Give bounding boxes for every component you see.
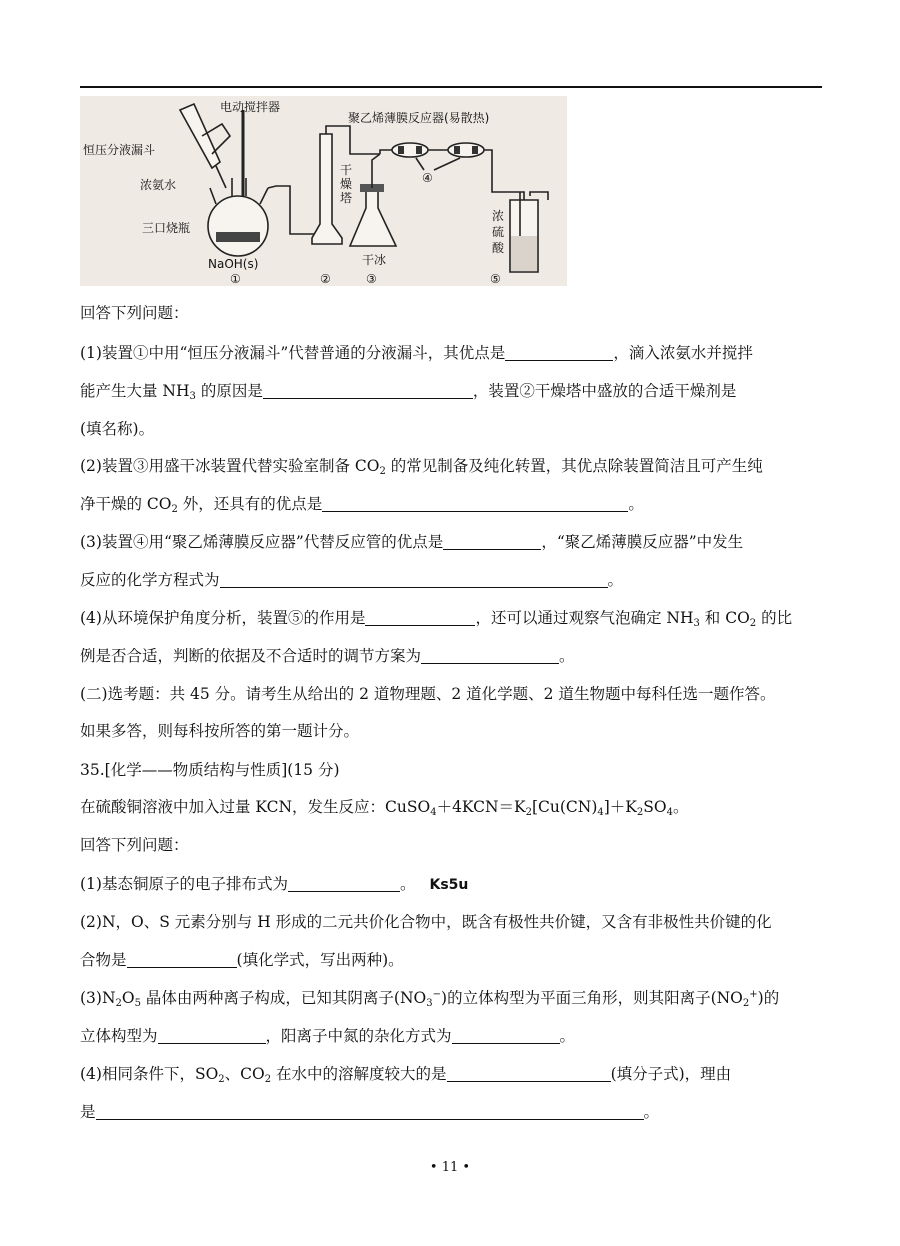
label-acid-1: 浓: [492, 209, 505, 223]
label-dry-ice: 干冰: [362, 253, 387, 267]
question-4-line-1: (4)从环境保护角度分析，装置⑤的作用是 ，还可以通过观察气泡确定 $NH_3$ 和 $CO_2$ 的比: [80, 609, 793, 629]
question-1-line-1: (1)装置①中用“恒压分液漏斗”代替普通的分液漏斗，其优点是 ，滴入浓氨水并搅拌: [80, 344, 753, 362]
part-4-line-1: (4)相同条件下，$SO_2$、$CO_2$ 在水中的溶解度较大的是 (填分子式)，理由: [80, 1065, 732, 1085]
apparatus-diagram: [80, 96, 567, 286]
answer-blank[interactable]: [505, 344, 613, 361]
label-naoh: NaOH(s): [208, 257, 259, 271]
label-n2: ②: [320, 272, 331, 286]
answer-blank[interactable]: [288, 875, 400, 892]
elective-note-line-1: (二)选考题：共 45 分。请考生从给出的 2 道物理题、2 道化学题、2 道生物题中每科任选一题作答。: [80, 685, 776, 703]
answer-blank[interactable]: [421, 647, 559, 664]
part-3-line-1: $(3)N_2O_5$ 晶体由两种离子构成，已知其阴离子$(NO_3^-)$的立体构型为平面三角形，则其阳离子$(NO_2^+)$的: [80, 988, 780, 1009]
answer-blank[interactable]: [447, 1065, 611, 1082]
elective-note-line-2: 如果多答，则每科按所答的第一题计分。: [80, 722, 360, 740]
label-dryer-3: 塔: [340, 191, 353, 205]
page-number: • 11 •: [429, 1160, 471, 1175]
question-3-line-1: (3)装置④用“聚乙烯薄膜反应器”代替反应管的优点是 ，“聚乙烯薄膜反应器”中发生: [80, 533, 744, 551]
label-funnel: 恒压分液漏斗: [83, 143, 156, 157]
label-n4: ④: [422, 171, 433, 185]
apparatus-figure: [80, 96, 567, 286]
part-2-line-1: (2)N，O、S 元素分别与 H 形成的二元共价化合物中，既含有极性共价键，又含有非极性共价键的化: [80, 913, 772, 931]
label-acid-2: 硫: [492, 225, 505, 239]
question-4-line-2: 例是否合适，判断的依据及不合适时的调节方案为 。: [80, 647, 575, 665]
question-1-line-2: 能产生大量 $NH_3$ 的原因是 ，装置②干燥塔中盛放的合适干燥剂是: [80, 382, 737, 402]
answer-blank[interactable]: [365, 609, 475, 626]
question-1-line-3: (填名称)。: [80, 420, 155, 438]
label-n1: ①: [230, 272, 241, 286]
question-35-title: 35.[化学——物质结构与性质](15 分): [80, 761, 340, 779]
answer-blank[interactable]: [322, 495, 628, 512]
label-acid-3: 酸: [492, 241, 505, 255]
answer-blank[interactable]: [443, 533, 541, 550]
label-reactor: 聚乙烯薄膜反应器(易散热): [348, 111, 490, 125]
part-3-line-2: 立体构型为 ，阳离子中氮的杂化方式为 。: [80, 1027, 576, 1045]
part-4-line-2: 是 。: [80, 1103, 660, 1121]
answer-blank[interactable]: [96, 1103, 644, 1120]
header-rule: [80, 86, 822, 88]
part-2-line-2: 合物是 (填化学式，写出两种)。: [80, 951, 404, 969]
watermark-stamp: Ks5u: [429, 877, 469, 893]
reaction-line: 在硫酸铜溶液中加入过量 KCN，发生反应：$CuSO_4+4KCN=K_2[Cu(CN)_4]+K_2SO_4$。: [80, 798, 689, 818]
answer-blank[interactable]: [220, 571, 608, 588]
label-flask: 三口烧瓶: [142, 221, 191, 235]
part-1-line: (1)基态铜原子的电子排布式为 。 Ks5u: [80, 875, 469, 893]
label-n3: ③: [366, 272, 377, 286]
question-2-line-2: 净干燥的 $CO_2$ 外，还具有的优点是 。: [80, 495, 644, 515]
answer-blank[interactable]: [127, 951, 237, 968]
question-2-line-1: (2)装置③用盛干冰装置代替实验室制备 $CO_2$ 的常见制备及纯化转置，其优点除装置简洁且可产生纯: [80, 457, 763, 477]
answer-blank[interactable]: [158, 1027, 266, 1044]
label-dryer-1: 干: [340, 163, 353, 177]
answer-blank[interactable]: [452, 1027, 560, 1044]
question-3-line-2: 反应的化学方程式为 。: [80, 571, 624, 589]
label-stirrer: 电动搅拌器: [220, 100, 281, 114]
answer-intro: 回答下列问题：: [80, 304, 189, 322]
answer-blank[interactable]: [263, 382, 473, 399]
label-dryer-2: 燥: [340, 177, 353, 191]
answer-intro-2: 回答下列问题：: [80, 836, 189, 854]
label-ammonia: 浓氨水: [140, 178, 177, 192]
label-n5: ⑤: [490, 272, 501, 286]
